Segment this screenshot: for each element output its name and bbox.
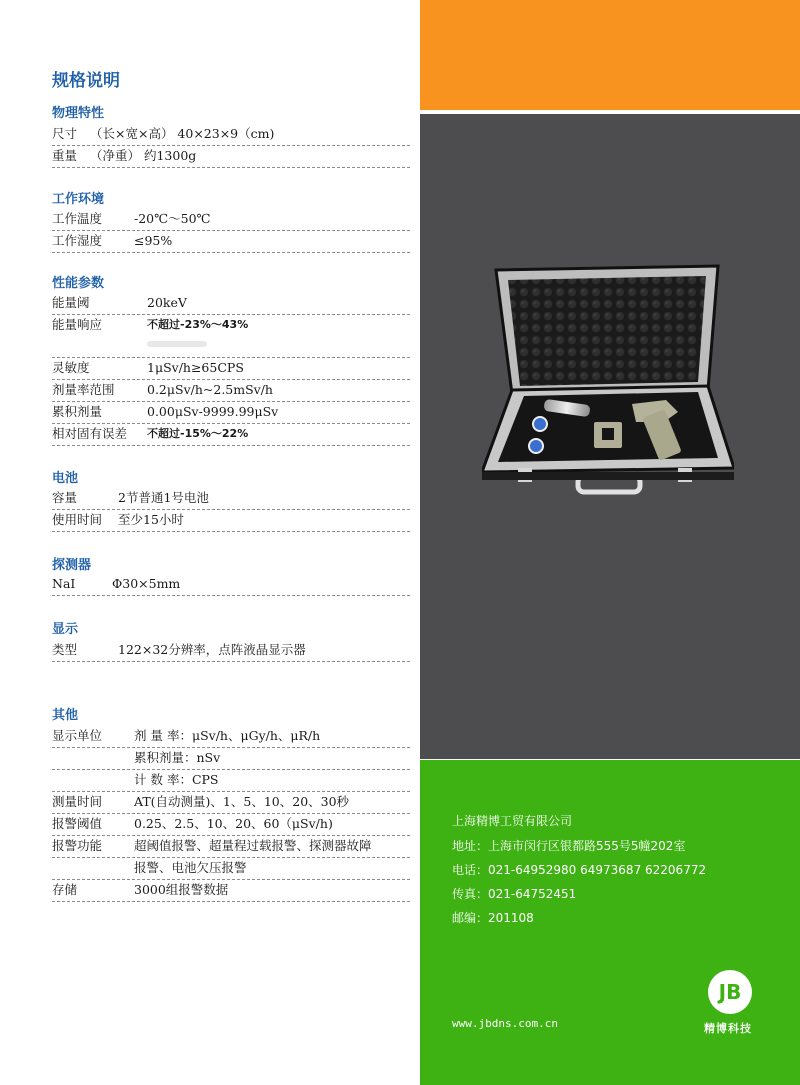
spec-row <box>52 380 410 402</box>
spec-row <box>52 574 410 596</box>
spec-row <box>52 402 410 424</box>
section-title-display: 显示 <box>52 622 79 637</box>
spec-value: 2节普通1号电池 <box>118 490 209 505</box>
spec-row <box>52 315 410 337</box>
spec-row <box>52 748 410 770</box>
spec-row <box>52 209 410 231</box>
spec-value: 剂 量 率：μSv/h、μGy/h、μR/h <box>134 728 321 743</box>
spec-key: 报警阈值 <box>52 816 103 831</box>
spec-row <box>52 124 410 146</box>
spec-row <box>52 146 410 168</box>
spec-key: 相对固有误差 <box>52 426 128 441</box>
spec-value: 超阈值报警、超量程过载报警、探测器故障 <box>134 838 372 853</box>
spec-row <box>52 858 410 880</box>
spec-row <box>52 231 410 253</box>
section-title-environment: 工作环境 <box>52 192 105 207</box>
spec-key: 重量 <box>52 148 78 163</box>
orange-banner <box>420 0 800 110</box>
spec-value: 计 数 率：CPS <box>134 772 219 787</box>
section-title-detector: 探测器 <box>52 558 92 573</box>
spec-row <box>52 726 410 748</box>
fax-line: 传真：021-64752451 <box>452 887 577 901</box>
spec-row <box>52 488 410 510</box>
instrument-case-image <box>482 262 734 506</box>
row-divider <box>52 337 410 358</box>
spec-row <box>52 880 410 902</box>
spec-key: 存储 <box>52 882 78 897</box>
postcode-line: 邮编：201108 <box>452 911 534 925</box>
spec-key: 工作湿度 <box>52 233 103 248</box>
phone-line: 电话：021-64952980 64973687 62206772 <box>452 863 707 877</box>
spec-row <box>52 770 410 792</box>
spec-key: 使用时间 <box>52 512 103 527</box>
spec-value: AT(自动测量)、1、5、10、20、30秒 <box>134 794 350 809</box>
spec-value: ≤95% <box>134 233 173 248</box>
spec-value: 20keV <box>147 295 187 310</box>
spec-key: 报警功能 <box>52 838 103 853</box>
spec-value: （净重） 约1300g <box>90 148 197 163</box>
spec-value: 不超过-23%～43% <box>147 318 249 331</box>
spec-key: 累积剂量 <box>52 404 103 419</box>
spec-value: 1μSv/h≥65CPS <box>147 360 244 375</box>
company-name: 上海精博工贸有限公司 <box>452 814 573 828</box>
website-link[interactable]: www.jbdns.com.cn <box>452 1017 558 1030</box>
spec-value: -20℃～50℃ <box>134 211 211 226</box>
spec-key: NaI <box>52 576 76 591</box>
spec-value: 122×32分辨率，点阵液晶显示器 <box>118 642 306 657</box>
spec-key: 剂量率范围 <box>52 382 115 397</box>
spec-row <box>52 640 410 662</box>
logo-name: 精博科技 <box>704 1022 752 1035</box>
section-title-physical: 物理特性 <box>52 106 105 121</box>
spec-value: 0.2μSv/h~2.5mSv/h <box>147 382 273 397</box>
spec-value: 0.25、2.5、10、20、60（μSv/h) <box>134 816 333 831</box>
spec-key: 灵敏度 <box>52 360 90 375</box>
spec-key: 尺寸 <box>52 126 78 141</box>
spec-row <box>52 836 410 858</box>
spec-value: 累积剂量：nSv <box>134 750 221 765</box>
section-title-battery: 电池 <box>52 471 79 486</box>
spec-key: 工作温度 <box>52 211 103 226</box>
spec-key: 容量 <box>52 490 78 505</box>
spec-row <box>52 510 410 532</box>
spec-key: 测量时间 <box>52 794 103 809</box>
spec-row <box>52 358 410 380</box>
spec-row <box>52 814 410 836</box>
spec-value: Φ30×5mm <box>112 576 181 591</box>
spec-row <box>52 424 410 446</box>
logo-mark: JB <box>718 980 742 1004</box>
spec-key: 类型 <box>52 642 78 657</box>
spec-key: 显示单位 <box>52 728 103 743</box>
section-title-performance: 性能参数 <box>52 276 105 291</box>
spec-value: （长×宽×高） 40×23×9（cm) <box>90 126 275 141</box>
spec-value: 报警、电池欠压报警 <box>134 860 247 875</box>
address-line: 地址：上海市闵行区银都路555号5幢202室 <box>452 839 686 853</box>
spec-row <box>52 792 410 814</box>
spec-value: 3000组报警数据 <box>134 882 229 897</box>
page-title: 规格说明 <box>52 71 120 91</box>
spec-key: 能量响应 <box>52 317 103 332</box>
spec-row <box>52 293 410 315</box>
spec-value: 不超过-15%～22% <box>147 427 249 440</box>
spec-value: 0.00μSv-9999.99μSv <box>147 404 279 419</box>
spec-key: 能量阈 <box>52 295 90 310</box>
spec-value: 至少15小时 <box>118 512 184 527</box>
jb-logo-icon <box>706 968 754 1016</box>
section-title-other: 其他 <box>52 708 79 723</box>
